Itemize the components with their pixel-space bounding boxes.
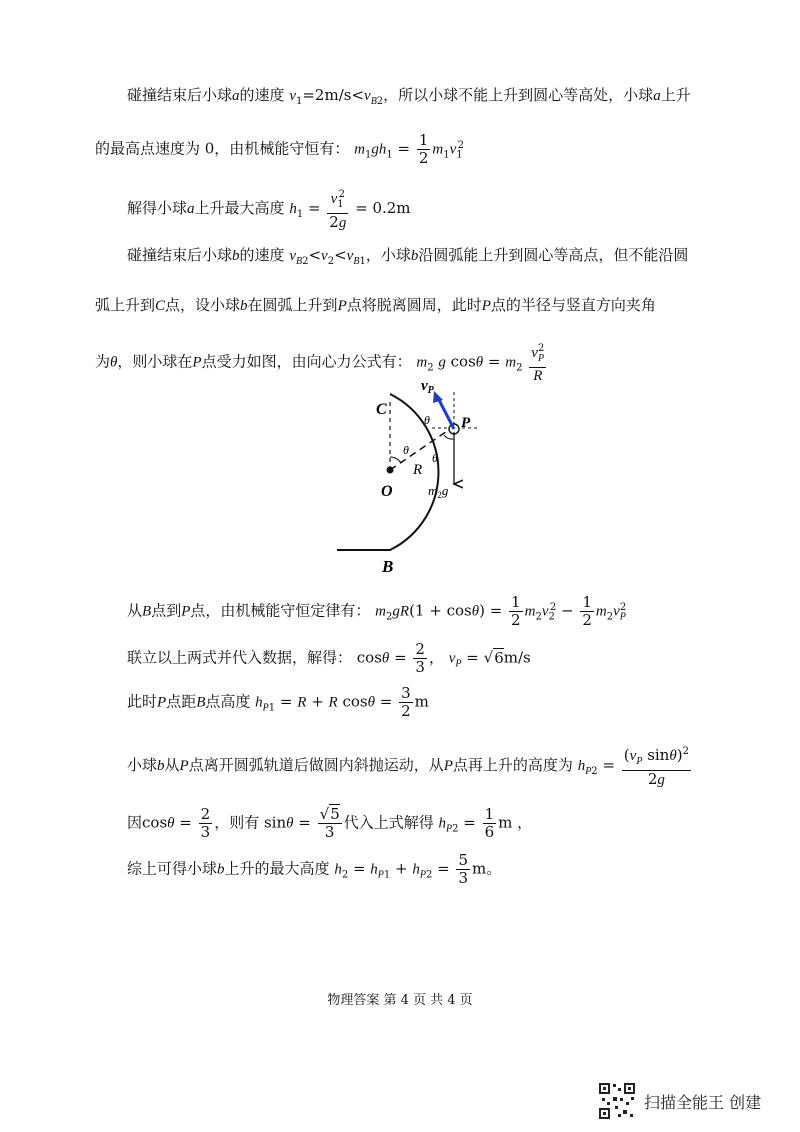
label-theta-center: θ	[403, 443, 409, 457]
label-vp: $v_P$	[421, 378, 434, 396]
label-theta-top: θ	[424, 413, 430, 427]
label-m2g: $m_2g$	[428, 483, 449, 500]
text-line-11: 因cosθ = $\frac{2}{3}$ ，则有 sinθ = $\frac{√5}{3}$ 代入上式解得 $h_{P2}$ = $\frac{1}{6}$ m ，	[127, 805, 533, 841]
label-b: B	[382, 557, 394, 576]
velocity-arrowhead	[433, 391, 443, 403]
text-line-7: 从B点到P点，由机械能守恒定律有： $m_2gR(1 + \cos\theta)$ = $\frac{1}{2}$ $m_2v_2^2$ − $\frac{1}{2}$ $m_2v_P^2$	[127, 593, 627, 629]
brand-text: 扫描全能王 创建	[644, 1092, 762, 1112]
text-line-8: 联立以上两式并代入数据，解得： cosθ = $\frac{2}{3}$ ， $v_P = √6m/s$	[127, 640, 531, 676]
scanner-watermark	[598, 1082, 761, 1120]
theta-arc-p	[444, 435, 454, 439]
label-theta-p: θ	[432, 451, 438, 465]
force-diagram	[320, 372, 500, 582]
velocity-arrow	[438, 398, 454, 429]
text-line-9: 此时P点距B点高度 $h_{P1} = R + R$ cosθ = $\frac{3}{2}$ m	[127, 684, 429, 720]
theta-arc-center	[390, 457, 401, 463]
label-o: O	[381, 483, 393, 500]
label-p: P	[461, 415, 471, 431]
text-line-4: 碰撞结束后小球b的速度 $v_{B2}<v_2<v_{B1}$，小球b沿圆弧能上升到圆心等高点，但不能沿圆	[127, 246, 689, 267]
qr-code-icon	[598, 1082, 636, 1120]
text-line-1: 碰撞结束后小球a的速度 $v_1=2m/s<v_{B2}$，所以小球不能上升到圆心等高处，小球a上升	[127, 86, 691, 107]
label-r: R	[413, 462, 423, 478]
text-line-3: 解得小球a上升最大高度 $h_1$ = $\frac{v_1^2}{2g}$ = 0.2m	[127, 186, 740, 232]
label-c: C	[376, 401, 387, 418]
text-line-6: 为θ，则小球在P点受力如图，由向心力公式有： $m_2$ g $\cos\theta = m_2$ $\frac{v_P^2}{R}$	[95, 340, 740, 385]
text-line-12: 综上可得小球b上升的最大高度 $h_2 = h_{P1} + h_{P2}$ = $\frac{5}{3}$ m。	[127, 851, 502, 887]
center-o-dot	[387, 467, 394, 474]
text-line-10: 小球b从P点离开圆弧轨道后做圆内斜抛运动，从P点再上升的高度为 $h_{P2}$ = $\frac{(v_P \sin\theta)^2}{2g}$	[127, 743, 740, 789]
text-line-2: 的最高点速度为 0，由机械能守恒有： $m_1gh_1$ = $\frac{1}{2}$ $m_1v_1^2$	[95, 131, 464, 167]
page-footer: 物理答案 第 4 页 共 4 页	[327, 993, 473, 1008]
text-line-5: 弧上升到C点，设小球b在圆弧上升到P点将脱离圆周，此时P点的半径与竖直方向夹角	[95, 296, 656, 314]
